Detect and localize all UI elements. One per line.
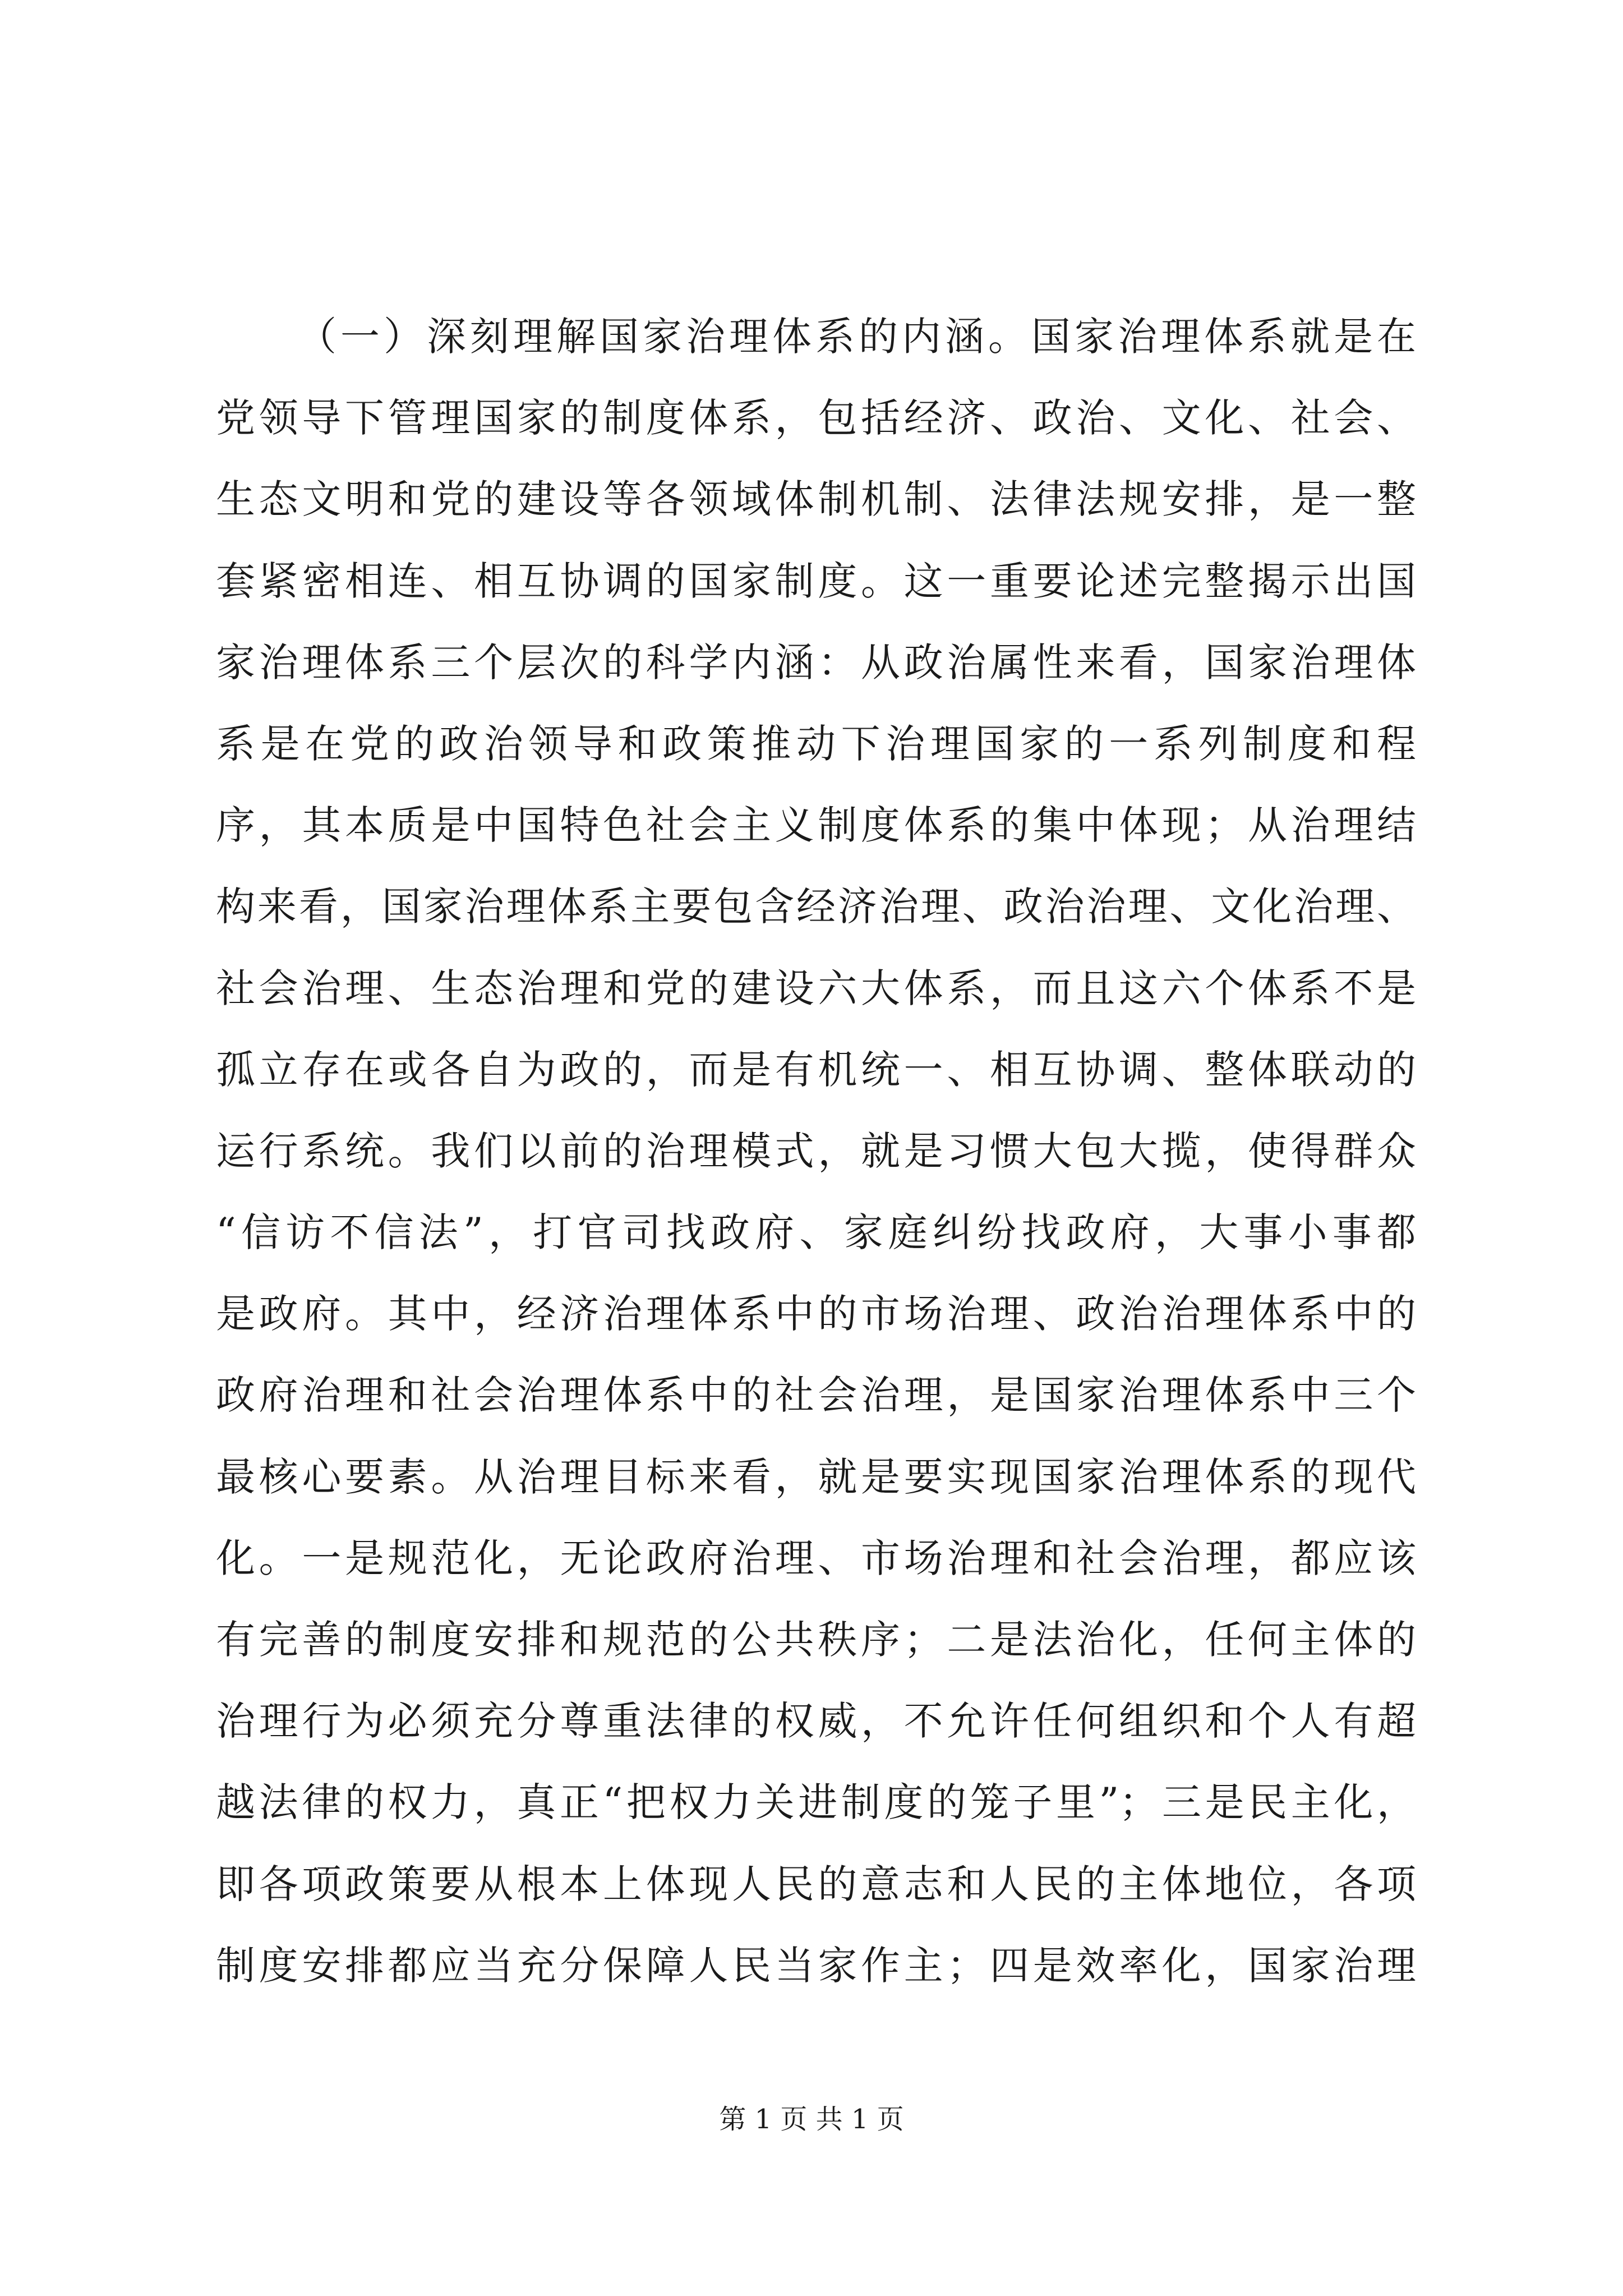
paragraph-line: 治理行为必须充分尊重法律的权威，不允许任何组织和个人有超 — [216, 1698, 1416, 1745]
paragraph-line: 社会治理、生态治理和党的建设六大体系，而且这六个体系不是 — [216, 965, 1416, 1011]
paragraph-line: 化。一是规范化，无论政府治理、市场治理和社会治理，都应该 — [216, 1535, 1416, 1581]
paragraph-line: “信访不信法”，打官司找政府、家庭纠纷找政府，大事小事都 — [216, 1209, 1416, 1256]
paragraph-line: 政府治理和社会治理体系中的社会治理，是国家治理体系中三个 — [216, 1372, 1416, 1419]
paragraph-line: 即各项政策要从根本上体现人民的意志和人民的主体地位，各项 — [216, 1861, 1416, 1907]
body-paragraph — [216, 296, 1416, 2007]
paragraph-line: 家治理体系三个层次的科学内涵：从政治属性来看，国家治理体 — [216, 639, 1416, 685]
paragraph-line: 制度安排都应当充分保障人民当家作主；四是效率化，国家治理 — [216, 1942, 1416, 1989]
paragraph-line: 系是在党的政治领导和政策推动下治理国家的一系列制度和程 — [216, 720, 1416, 767]
paragraph-line: 序，其本质是中国特色社会主义制度体系的集中体现；从治理结 — [216, 802, 1416, 849]
paragraph-line: 党领导下管理国家的制度体系，包括经济、政治、文化、社会、 — [216, 395, 1416, 441]
paragraph-line: 越法律的权力，真正“把权力关进制度的笼子里”；三是民主化， — [216, 1779, 1416, 1826]
paragraph-line: 孤立存在或各自为政的，而是有机统一、相互协调、整体联动的 — [216, 1046, 1416, 1093]
paragraph-line: 是政府。其中，经济治理体系中的市场治理、政治治理体系中的 — [216, 1291, 1416, 1337]
paragraph-line: 构来看，国家治理体系主要包含经济治理、政治治理、文化治理、 — [216, 884, 1416, 930]
paragraph-line: （一）深刻理解国家治理体系的内涵。国家治理体系就是在 — [297, 314, 1416, 360]
paragraph-line: 有完善的制度安排和规范的公共秩序；二是法治化，任何主体的 — [216, 1617, 1416, 1663]
page-footer: 第 1 页 共 1 页 — [719, 2104, 904, 2135]
paragraph-line: 最核心要素。从治理目标来看，就是要实现国家治理体系的现代 — [216, 1453, 1416, 1500]
paragraph-line: 生态文明和党的建设等各领域体制机制、法律法规安排，是一整 — [216, 476, 1416, 523]
paragraph-line: 运行系统。我们以前的治理模式，就是习惯大包大揽，使得群众 — [216, 1128, 1416, 1174]
paragraph-line: 套紧密相连、相互协调的国家制度。这一重要论述完整揭示出国 — [216, 558, 1416, 604]
